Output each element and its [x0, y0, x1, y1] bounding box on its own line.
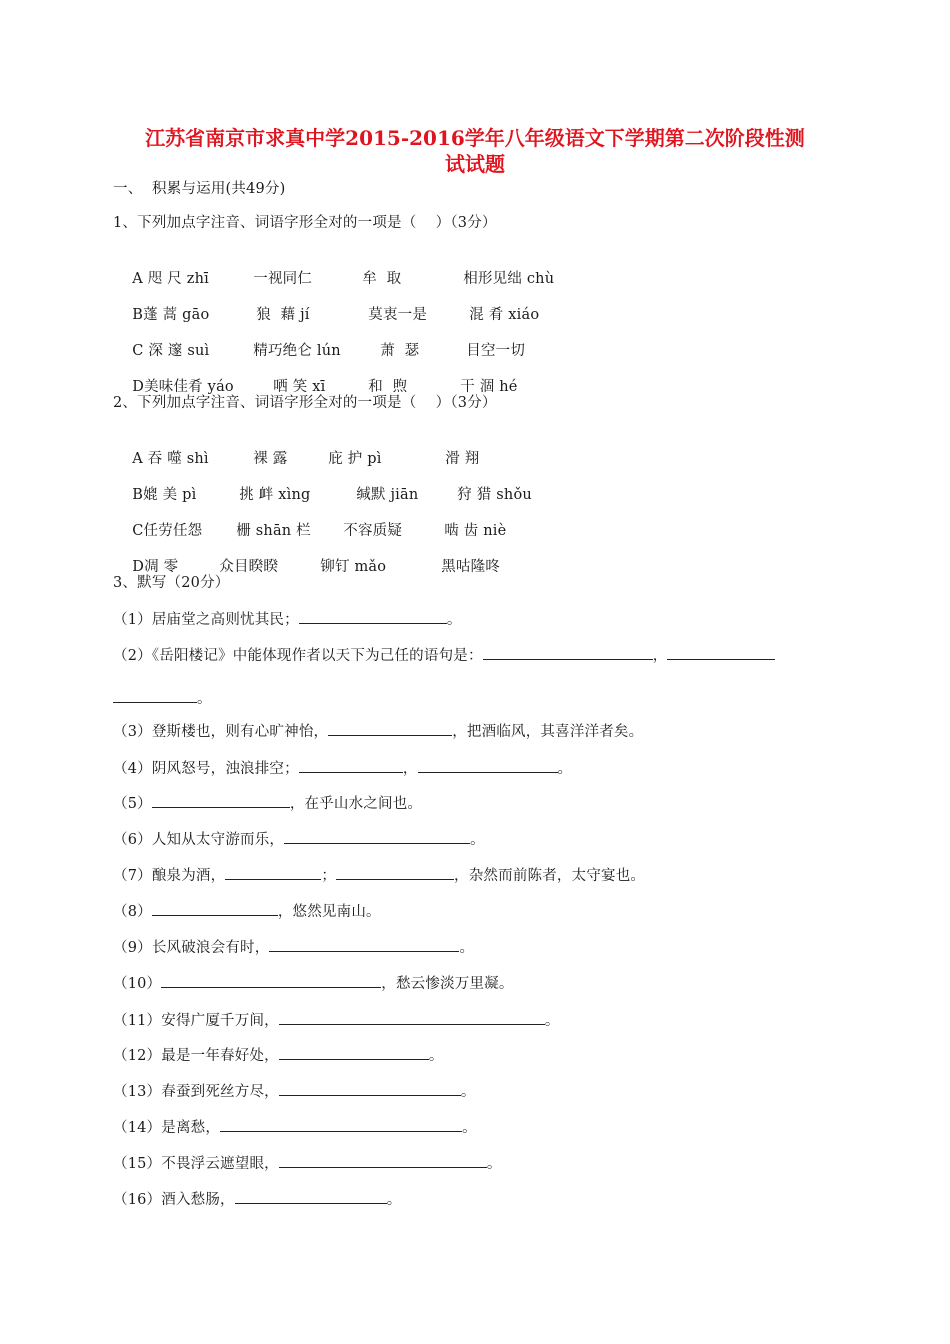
- q2-c-3: 不容质疑: [343, 523, 403, 539]
- q3-item-3-text: （3）登斯楼也，则有心旷神怡，: [113, 724, 329, 740]
- q3-item-14-end: 。: [462, 1120, 477, 1136]
- answer-blank[interactable]: [336, 865, 454, 880]
- q2-stem: 2、下列加点字注音、词语字形全对的一项是（ ）（3分）: [113, 395, 497, 411]
- q2-c-4: 啮 齿 niè: [444, 523, 507, 539]
- q1-a-3: 牟 取: [362, 271, 402, 287]
- q2-c-2: 栅 shān 栏: [236, 523, 311, 539]
- answer-blank[interactable]: [279, 1045, 429, 1060]
- q2-d-4: 黑咕隆咚: [441, 559, 501, 575]
- answer-blank[interactable]: [328, 721, 452, 736]
- q1-c-1: C 深 邃 suì: [132, 343, 210, 359]
- q3-item-16-text: （16）酒入愁肠，: [113, 1192, 235, 1208]
- q3-item-4: [113, 758, 572, 779]
- q3-item-15-text: （15）不畏浮云遮望眼，: [113, 1156, 279, 1172]
- answer-blank[interactable]: [220, 1117, 462, 1132]
- answer-blank[interactable]: [418, 758, 558, 773]
- q3-item-6: [113, 829, 485, 850]
- answer-blank[interactable]: [279, 1010, 545, 1025]
- answer-blank[interactable]: [483, 645, 653, 660]
- answer-blank[interactable]: [113, 688, 197, 703]
- q3-item-13-text: （13）春蚕到死丝方尽，: [113, 1084, 279, 1100]
- answer-blank[interactable]: [299, 758, 403, 773]
- q3-item-7-text: （7）酿泉为酒，: [113, 868, 226, 884]
- q2-b-1: B媲 美 pì: [132, 487, 197, 503]
- q3-item-8: [113, 901, 381, 922]
- q3-item-2-text: （2）《岳阳楼记》中能体现作者以天下为己任的语句是：: [113, 648, 483, 664]
- q3-stem: 3、默写（20分）: [113, 575, 230, 591]
- q2-b-2: 挑 衅 xìng: [239, 487, 311, 503]
- q3-item-15-end: 。: [486, 1156, 502, 1172]
- q3-item-5: [113, 793, 422, 814]
- q3-item-12-text: （12）最是一年春好处，: [113, 1048, 279, 1064]
- q1-b-1: B蓬 蒿 gāo: [132, 307, 210, 323]
- q2-b-4: 狩 猎 shǒu: [457, 487, 532, 503]
- q3-item-15: [113, 1153, 502, 1174]
- q3-item-5-end: ，在乎山水之间也。: [289, 796, 423, 812]
- q1-c-2: 精巧绝仑 lún: [253, 343, 341, 359]
- q3-item-3: [113, 721, 643, 742]
- q3-item-10-end: ，愁云惨淡万里凝。: [381, 976, 514, 992]
- q3-item-10: [113, 973, 514, 994]
- q3-item-1-text: （1）居庙堂之高则忧其民；: [113, 612, 299, 628]
- q2-b-3: 缄默 jiān: [356, 487, 419, 503]
- answer-blank[interactable]: [284, 829, 470, 844]
- q3-item-7-sep: ；: [321, 868, 337, 884]
- q3-item-2-continued: [113, 688, 212, 709]
- q2-a-3: 庇 护 pì: [328, 451, 382, 467]
- q2-a-2: 裸 露: [253, 451, 288, 467]
- q3-item-13-end: 。: [460, 1084, 476, 1100]
- q3-item-4-sep: ，: [402, 761, 418, 777]
- q3-item-12: [113, 1045, 444, 1066]
- q1-c-4: 目空一切: [466, 343, 526, 359]
- answer-blank[interactable]: [667, 645, 775, 660]
- q1-d-3: 和 煦: [368, 379, 408, 395]
- q1-a-2: 一视同仁: [253, 271, 313, 287]
- answer-blank[interactable]: [152, 901, 278, 916]
- q3-item-11-text: （11）安得广厦千万间，: [113, 1013, 279, 1029]
- q3-item-11-end: 。: [544, 1013, 560, 1029]
- q3-item-5-text: （5）: [113, 796, 152, 812]
- q1-d-2: 哂 笑 xī: [273, 379, 326, 395]
- q1-d-1: D美味佳肴 yáo: [132, 379, 234, 395]
- q1-b-3: 莫衷一是: [368, 307, 428, 323]
- q3-item-2-end: 。: [197, 691, 212, 707]
- q3-item-9-text: （9）长风破浪会有时，: [113, 940, 270, 956]
- q3-item-16-end: 。: [386, 1192, 402, 1208]
- q3-item-2-sep: ，: [652, 648, 668, 664]
- q2-a-4: 滑 翔: [445, 451, 480, 467]
- q3-item-9: [113, 937, 474, 958]
- answer-blank[interactable]: [299, 609, 447, 624]
- q3-item-11: [113, 1010, 560, 1031]
- q3-item-6-text: （6）人知从太守游而乐，: [113, 832, 285, 848]
- q1-a-1: A 咫 尺 zhī: [132, 271, 209, 287]
- exam-title-line2: 试试题: [445, 152, 505, 176]
- q3-item-8-text: （8）: [113, 904, 152, 920]
- exam-title-line1: 江苏省南京市求真中学2015-2016学年八年级语文下学期第二次阶段性测: [145, 126, 805, 150]
- q3-item-9-end: 。: [459, 940, 475, 956]
- q3-item-3-end: ，把酒临风，其喜洋洋者矣。: [452, 724, 644, 740]
- q2-a-1: A 吞 噬 shì: [132, 451, 209, 467]
- q1-c-3: 萧 瑟: [380, 343, 420, 359]
- q3-item-13: [113, 1081, 476, 1102]
- answer-blank[interactable]: [161, 973, 381, 988]
- q3-item-16: [113, 1189, 401, 1210]
- q3-item-14: [113, 1117, 477, 1138]
- answer-blank[interactable]: [269, 937, 459, 952]
- q1-b-2: 狼 藉 jí: [256, 307, 310, 323]
- section-heading: 一、 积累与运用(共49分): [113, 181, 286, 197]
- q1-stem: 1、下列加点字注音、词语字形全对的一项是（ ）（3分）: [113, 215, 497, 231]
- q1-a-4: 相形见绌 chù: [463, 271, 555, 287]
- q3-item-14-text: （14）是离愁，: [113, 1120, 221, 1136]
- q2-d-3: 铆钉 mǎo: [320, 559, 387, 575]
- q3-item-6-end: 。: [470, 832, 485, 848]
- answer-blank[interactable]: [235, 1189, 387, 1204]
- q2-c-1: C任劳任怨: [132, 523, 203, 539]
- answer-blank[interactable]: [279, 1153, 487, 1168]
- q3-item-4-end: 。: [557, 761, 573, 777]
- q3-item-10-text: （10）: [113, 976, 162, 992]
- answer-blank[interactable]: [279, 1081, 461, 1096]
- q1-d-4: 干 涸 hé: [460, 379, 518, 395]
- answer-blank[interactable]: [225, 865, 321, 880]
- q1-b-4: 混 肴 xiáo: [469, 307, 540, 323]
- q3-item-1-end: 。: [446, 612, 462, 628]
- q3-item-1: [113, 609, 462, 630]
- q2-d-1: D凋 零: [132, 559, 179, 575]
- q3-item-7-end: ，杂然而前陈者，太守宴也。: [454, 868, 646, 884]
- answer-blank[interactable]: [152, 793, 290, 808]
- q3-item-2: [113, 645, 775, 666]
- q3-item-7: [113, 865, 645, 886]
- q3-item-8-end: ，悠然见南山。: [277, 904, 381, 920]
- q3-item-12-end: 。: [428, 1048, 444, 1064]
- q2-d-2: 众目睽睽: [219, 559, 279, 575]
- q3-item-4-text: （4）阴风怒号，浊浪排空；: [113, 761, 299, 777]
